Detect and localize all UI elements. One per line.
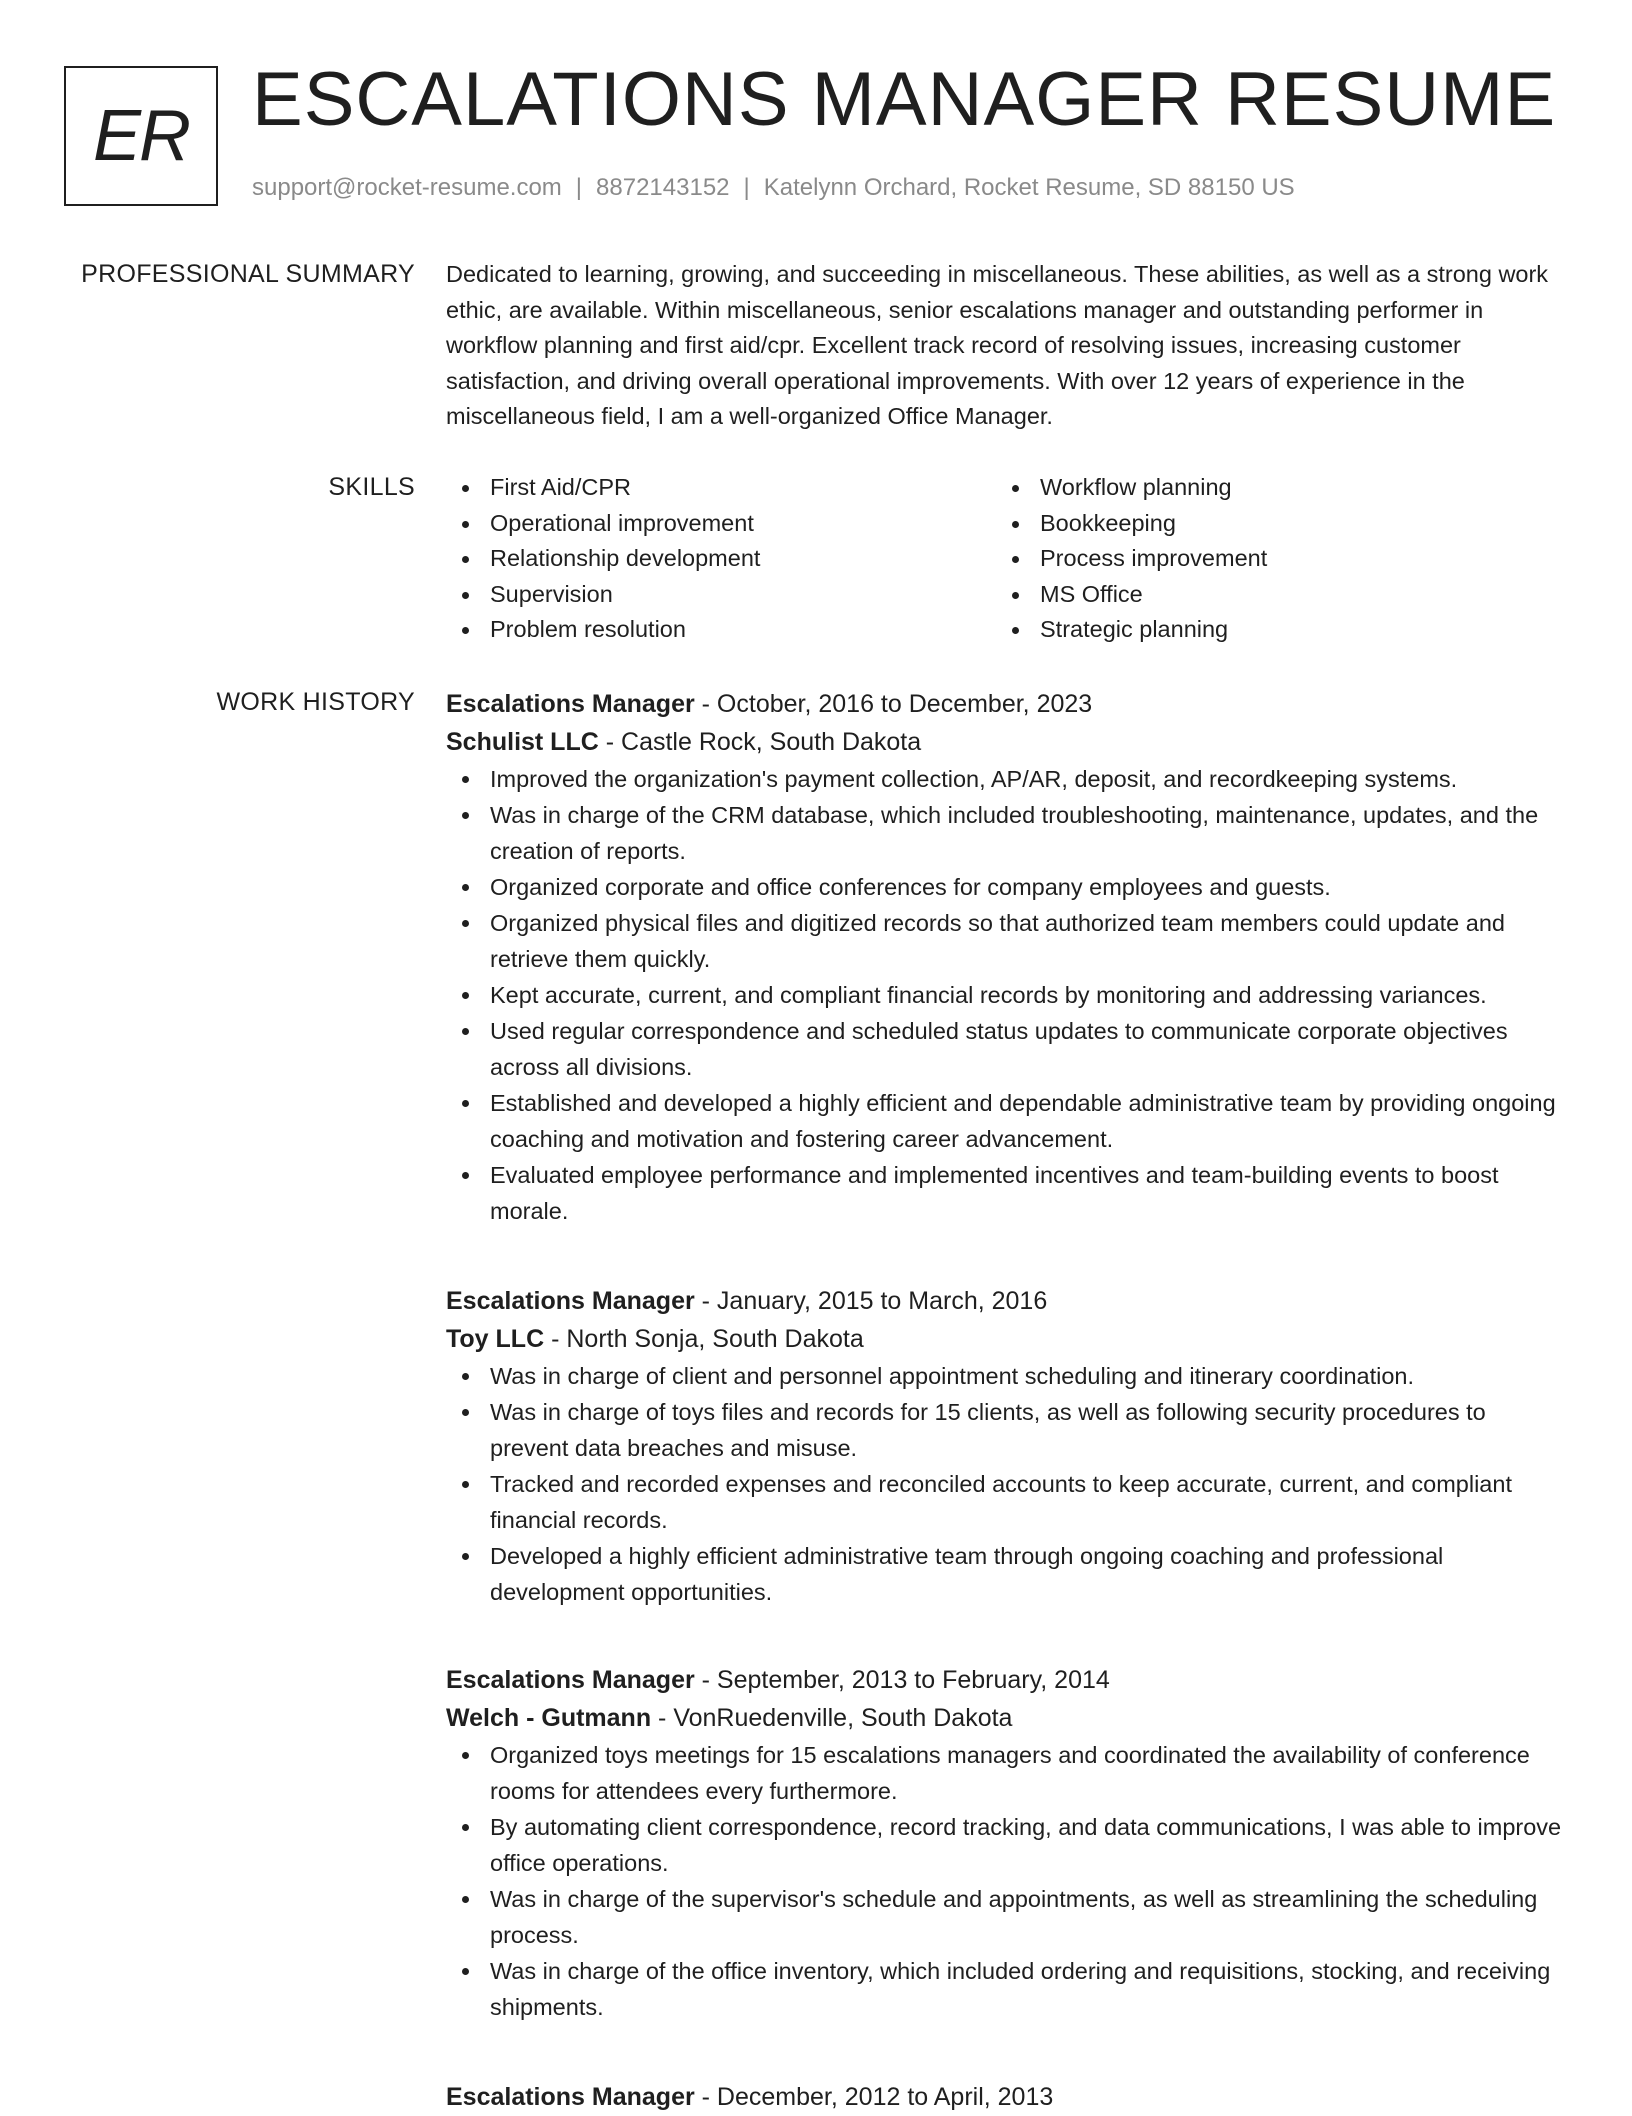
skill-item: Process improvement	[1040, 541, 1546, 577]
job-title-line	[446, 1661, 1566, 1699]
contact-separator: |	[743, 174, 750, 201]
job-company: Toy LLC	[446, 1325, 545, 1353]
job-duty: Organized corporate and office conferences for company employees and guests.	[490, 869, 1566, 905]
job-duty: Used regular correspondence and scheduled status updates to communicate corporate objectives across all divisions.	[490, 1013, 1566, 1085]
skills-list-right	[996, 470, 1546, 648]
job-entry	[446, 1282, 1566, 1610]
job-duty: Improved the organization's payment collection, AP/AR, deposit, and recordkeeping systems.	[490, 761, 1566, 797]
job-duty: Was in charge of the office inventory, which included ordering and requisitions, stocking, and receiving shipments.	[490, 1953, 1566, 2025]
skill-item: Relationship development	[490, 541, 996, 577]
contact-phone: 8872143152	[596, 174, 730, 201]
job-entry	[446, 2078, 1566, 2116]
job-duty: Organized toys meetings for 15 escalations managers and coordinated the availability of conference rooms for attendees every furthermore.	[490, 1737, 1566, 1809]
monogram-initials: ER	[92, 96, 190, 176]
job-location: - Castle Rock, South Dakota	[598, 728, 922, 756]
job-location: - North Sonja, South Dakota	[544, 1325, 864, 1353]
skill-item: MS Office	[1040, 577, 1546, 613]
skill-item: Operational improvement	[490, 506, 996, 542]
job-duty: By automating client correspondence, record tracking, and data communications, I was able to improve office operations.	[490, 1809, 1566, 1881]
job-title-line	[446, 1282, 1566, 1320]
job-location: - VonRuedenville, South Dakota	[651, 1704, 1013, 1732]
job-duty: Was in charge of toys files and records for 15 clients, as well as following security procedures to prevent data breaches and misuse.	[490, 1394, 1566, 1466]
skill-item: Bookkeeping	[1040, 506, 1546, 542]
job-title: Escalations Manager	[446, 2083, 695, 2111]
skills-body	[446, 470, 1566, 648]
job-company-line	[446, 723, 1566, 761]
skills-column-right	[996, 470, 1546, 648]
job-duty: Evaluated employee performance and implemented incentives and team-building events to boost morale.	[490, 1157, 1566, 1229]
work-history-heading: WORK HISTORY	[216, 688, 415, 716]
page-title: ESCALATIONS MANAGER RESUME	[252, 57, 1557, 142]
summary-heading: PROFESSIONAL SUMMARY	[81, 260, 415, 288]
job-title: Escalations Manager	[446, 1666, 695, 1694]
job-duties-list	[446, 1737, 1566, 2025]
job-title-line	[446, 685, 1566, 723]
job-duties-list	[446, 761, 1566, 1229]
job-duty: Developed a highly efficient administrative team through ongoing coaching and professional development opportunities.	[490, 1538, 1566, 1610]
job-title: Escalations Manager	[446, 1287, 695, 1315]
job-company-line	[446, 1320, 1566, 1358]
summary-body	[446, 257, 1566, 435]
job-dates: - January, 2015 to March, 2016	[694, 1287, 1048, 1315]
contact-address: Katelynn Orchard, Rocket Resume, SD 88150 US	[763, 174, 1295, 201]
job-duty: Kept accurate, current, and compliant financial records by monitoring and addressing variances.	[490, 977, 1566, 1013]
contact-separator: |	[575, 174, 583, 201]
job-company-line	[446, 1699, 1566, 1737]
skills-list-left	[446, 470, 996, 648]
job-dates: - September, 2013 to February, 2014	[694, 1666, 1110, 1694]
contact-email: support@rocket-resume.com	[252, 174, 562, 201]
skills-column-left	[446, 470, 996, 648]
skill-item: Strategic planning	[1040, 612, 1546, 648]
skills-heading: SKILLS	[328, 473, 415, 501]
skill-item: Workflow planning	[1040, 470, 1546, 506]
skill-item: First Aid/CPR	[490, 470, 996, 506]
contact-line	[252, 174, 1295, 202]
job-duty: Tracked and recorded expenses and reconciled accounts to keep accurate, current, and compliant financial records.	[490, 1466, 1566, 1538]
job-company: Schulist LLC	[446, 728, 599, 756]
monogram-box	[64, 66, 218, 206]
job-duty: Established and developed a highly efficient and dependable administrative team by providing ongoing coaching and motivation and fostering career advancement.	[490, 1085, 1566, 1157]
job-entry	[446, 1661, 1566, 2025]
summary-text: Dedicated to learning, growing, and succeeding in miscellaneous. These abilities, as well as a strong work ethic, are available. Within miscellaneous, senior escalations manager and outstanding performer in workflow planning and first aid/cpr. Excellent track record of resolving issues, increasing customer satisfaction, and driving overall operational improvements. With over 12 years of experience in the miscellaneous field, I am a well-organized Office Manager.	[446, 261, 1549, 429]
job-duty: Was in charge of the supervisor's schedule and appointments, as well as streamlining the scheduling process.	[490, 1881, 1566, 1953]
job-entry	[446, 685, 1566, 1229]
job-dates: - October, 2016 to December, 2023	[694, 690, 1093, 718]
job-duty: Was in charge of the CRM database, which included troubleshooting, maintenance, updates, and the creation of reports.	[490, 797, 1566, 869]
job-title: Escalations Manager	[446, 690, 695, 718]
skill-item: Problem resolution	[490, 612, 996, 648]
skills-columns	[446, 470, 1566, 648]
job-duty: Was in charge of client and personnel appointment scheduling and itinerary coordination.	[490, 1358, 1566, 1394]
job-duties-list	[446, 1358, 1566, 1610]
job-duty: Organized physical files and digitized records so that authorized team members could update and retrieve them quickly.	[490, 905, 1566, 977]
skill-item: Supervision	[490, 577, 996, 613]
job-title-line	[446, 2078, 1566, 2116]
job-dates: - December, 2012 to April, 2013	[694, 2083, 1054, 2111]
job-company: Welch - Gutmann	[446, 1704, 652, 1732]
